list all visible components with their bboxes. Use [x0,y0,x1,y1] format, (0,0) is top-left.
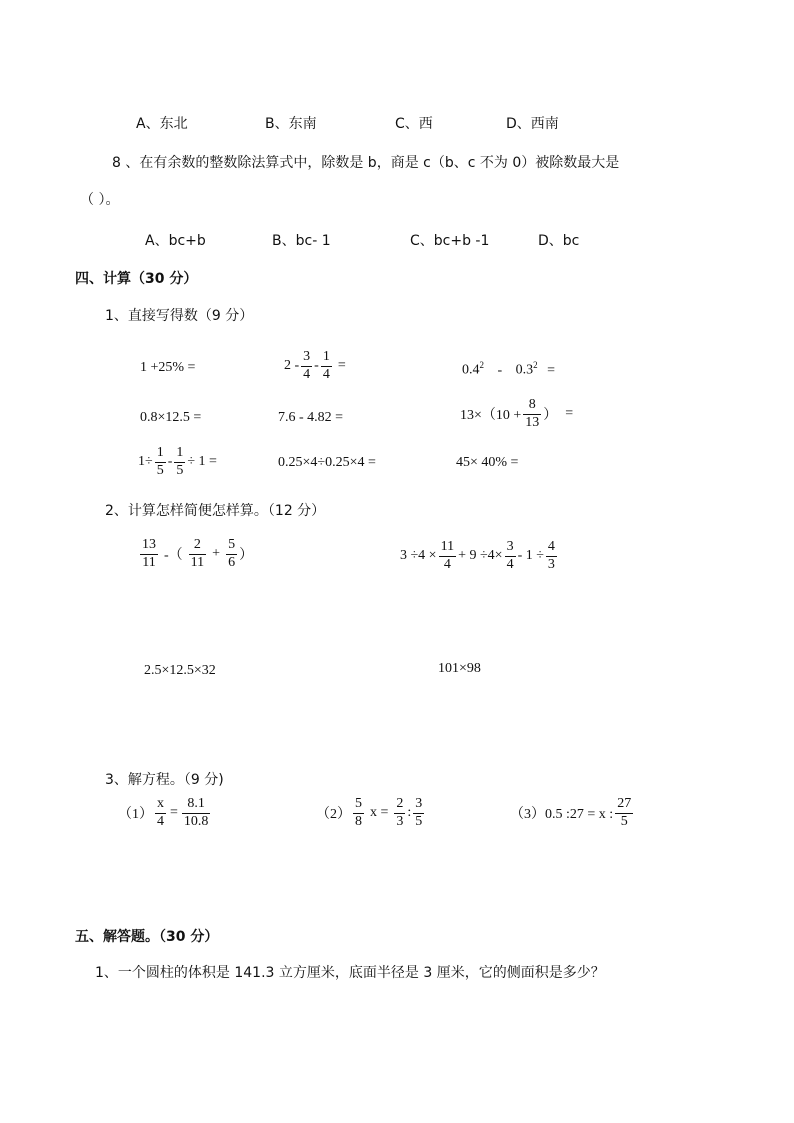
fraction [439,540,456,572]
denominator: 3 [547,556,555,572]
simplify-calc-3: 2.5×12.5×32 [144,663,216,678]
exponent: 2 [533,360,538,370]
fraction [226,538,237,570]
direct-calc-9: 45× 40% = [456,455,519,470]
expr-text: x = [370,805,389,821]
operator: + [212,546,221,562]
expr-text: （3）0.5 :27 = x : [510,807,614,823]
section5-title: 五、解答题。（30 分） [75,929,219,945]
equation-2 [316,797,426,829]
fraction [321,350,332,382]
section5-question-1: 1、一个圆柱的体积是 141.3 立方厘米，底面半径是 3 厘米，它的侧面积是多少？ [95,965,605,981]
fraction [140,538,158,570]
q7-option-c: C、西 [395,116,433,132]
numerator: 1 [321,350,332,367]
equation-label: （1） [118,807,153,823]
q7-option-a: A、东北 [136,116,188,132]
operator: - [167,454,173,470]
equation-3 [510,797,635,829]
fraction [155,797,166,829]
denominator: 5 [415,813,423,829]
numerator: 1 [155,446,166,463]
operator: - [314,358,319,374]
numerator: 3 [301,350,312,367]
fraction [182,797,211,829]
fraction [301,350,312,382]
denominator: 11 [190,554,205,570]
direct-calc-7 [138,446,217,478]
denominator: 3 [396,813,404,829]
base: 0.3 [515,362,534,378]
numerator: 3 [413,797,424,814]
fraction [546,540,557,572]
q8-option-a: A、bc+b [145,233,206,249]
equals: = [170,805,178,821]
operator: -（ [164,548,183,564]
direct-calc-1: 1 +25% = [140,360,196,375]
q8-option-c: C、bc+b -1 [410,233,490,249]
equation-label: （2） [316,807,351,823]
numerator: 2 [394,797,405,814]
numerator: 8.1 [182,797,211,814]
part2-title: 2、计算怎样简便怎样算。（12 分） [105,503,326,519]
fraction [189,538,206,570]
q8-answer-blank: （ ）。 [80,192,120,208]
paren-close: ） [543,408,558,424]
numerator: 5 [353,797,364,814]
equals: = [547,362,556,378]
expr-text: 13×（10 + [460,408,522,424]
exponent: 2 [479,360,484,370]
part3-title: 3、解方程。（9 分) [105,772,224,788]
fraction [505,540,516,572]
direct-calc-4: 0.8×12.5 = [140,410,202,425]
base: 0.4 [462,362,480,378]
numerator: 4 [546,540,557,557]
numerator: 2 [189,538,206,555]
denominator: 5 [156,462,164,478]
simplify-calc-2 [400,540,559,572]
q8-question: 8 、在有余数的整数除法算式中，除数是 b，商是 c（b、c 不为 0）被除数最大是 [112,155,620,171]
fraction [174,446,185,478]
numerator: x [155,797,166,814]
fraction [615,797,633,829]
numerator: 13 [140,538,158,555]
direct-calc-8: 0.25×4÷0.25×4 = [278,455,376,470]
denominator: 8 [355,813,362,829]
fraction [523,398,541,430]
equals: = [337,358,346,374]
equals: = [565,406,574,422]
direct-calc-3 [462,360,555,379]
denominator: 4 [157,813,164,829]
operator: - [497,362,503,378]
q7-option-d: D、西南 [506,116,559,132]
denominator: 11 [142,554,156,570]
numerator: 11 [439,540,456,557]
denominator: 4 [443,556,451,572]
fraction [353,797,364,829]
direct-calc-6 [460,398,573,430]
denominator: 5 [176,462,184,478]
fraction [155,446,166,478]
denominator: 4 [506,556,514,572]
numerator: 3 [505,540,516,557]
fraction [413,797,424,829]
expr-text: - 1 ÷ [517,548,544,564]
paren-close: ） [239,548,254,564]
numerator: 27 [615,797,633,814]
q7-option-b: B、东南 [265,116,317,132]
fraction [394,797,405,829]
expr-text: ÷ 1 = [187,454,217,470]
numerator: 8 [523,398,541,415]
denominator: 10.8 [183,813,209,829]
equation-1 [118,797,212,829]
simplify-calc-1 [138,538,253,570]
section4-title: 四、计算（30 分） [75,271,198,287]
q8-option-d: D、bc [538,233,580,249]
denominator: 5 [620,813,628,829]
expr-text: 1÷ [138,454,153,470]
denominator: 6 [228,554,236,570]
denominator: 13 [525,414,540,430]
denominator: 4 [322,366,330,382]
q8-option-b: B、bc- 1 [272,233,331,249]
direct-calc-5: 7.6 - 4.82 = [278,410,344,425]
part1-title: 1、直接写得数（9 分） [105,308,254,324]
numerator: 5 [226,538,237,555]
expr-text: + 9 ÷4× [458,548,503,564]
denominator: 4 [303,366,311,382]
expr-text: 2 - [284,358,300,374]
direct-calc-2 [284,350,346,382]
expr-text: 3 ÷4 × [400,548,437,564]
ratio-colon: : [407,805,412,821]
simplify-calc-4: 101×98 [438,661,481,676]
numerator: 1 [174,446,185,463]
